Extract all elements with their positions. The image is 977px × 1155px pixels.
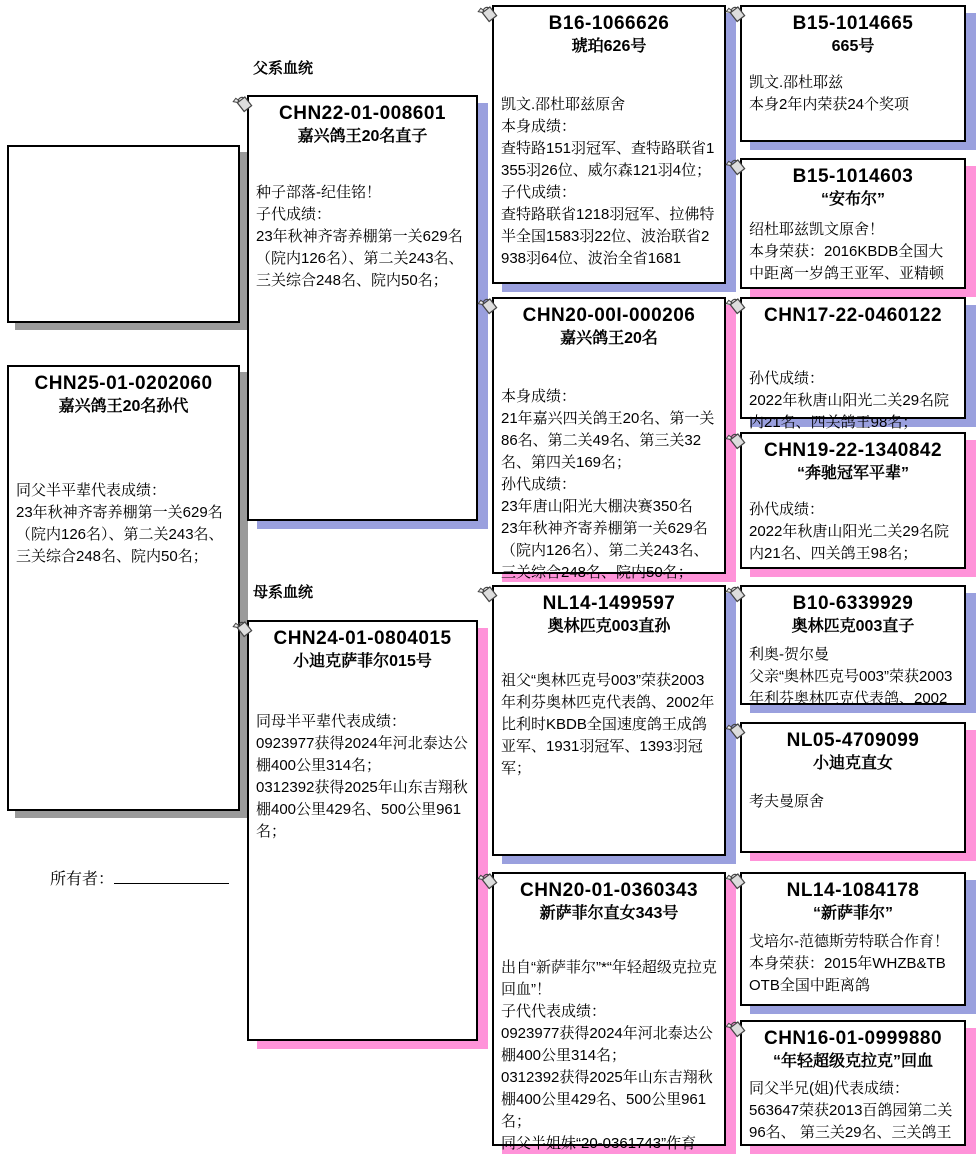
paint-bucket-icon[interactable] xyxy=(478,295,500,317)
ring-number: B10-6339929 xyxy=(792,593,914,614)
pigeon-details: 凯文.邵杜耶兹 本身2年内荣获24个奖项 xyxy=(749,74,910,113)
ring-number: CHN20-01-0360343 xyxy=(519,880,699,901)
paint-bucket-icon[interactable] xyxy=(726,870,748,892)
pigeon-details: 绍杜耶兹凯文原舍！ 本身荣获：2016KBDB全国大中距离一岁鸽王亚军、亚精顿 xyxy=(749,221,945,282)
pigeon-details: 考夫曼原舍 xyxy=(749,793,825,810)
pedigree-box-maternal-grandsire[interactable] xyxy=(492,585,726,856)
pigeon-details: 孙代成绩： 2022年秋唐山阳光二关29名院内21名、四关鸽王98名； xyxy=(749,501,950,562)
pedigree-box-ggp-2[interactable] xyxy=(740,158,966,289)
pigeon-details: 戈培尔-范德斯劳特联合作育！ 本身荣获：2015年WHZB&TBOTB全国中距离鸽 xyxy=(749,933,949,994)
paint-bucket-icon[interactable] xyxy=(726,3,748,25)
pedigree-box-ggp-4[interactable] xyxy=(740,432,966,569)
pigeon-details: 祖父“奥林匹克号003”荣获2003年利芬奥林匹克代表鸽、2002年比利时KBDB全国速度鸽王成鸽亚军、1931羽冠军、1393羽冠军； xyxy=(501,672,715,777)
pigeon-name: “年轻超级克拉克”回血 xyxy=(772,1053,933,1070)
ring-number: CHN17-22-0460122 xyxy=(763,305,943,326)
ring-number: CHN19-22-1340842 xyxy=(763,440,943,461)
ring-number: CHN16-01-0999880 xyxy=(763,1028,943,1049)
pedigree-box-ggp-8[interactable] xyxy=(740,1020,966,1146)
paint-bucket-icon[interactable] xyxy=(478,3,500,25)
pedigree-box-paternal-grandsire[interactable] xyxy=(492,5,726,284)
ring-number: CHN24-01-0804015 xyxy=(273,628,452,649)
pigeon-name: 小迪克萨菲尔015号 xyxy=(293,653,432,670)
paternal-line-label: 父系血统 xyxy=(253,60,314,77)
pigeon-name: 嘉兴鸽王20名直子 xyxy=(297,128,428,145)
pedigree-box-paternal-granddam[interactable] xyxy=(492,297,726,581)
paint-bucket-icon[interactable] xyxy=(726,720,748,742)
pedigree-box-ggp-7[interactable] xyxy=(740,872,966,1006)
ring-number: NL14-1499597 xyxy=(542,593,676,614)
paint-bucket-icon[interactable] xyxy=(726,430,748,452)
ring-number: CHN20-00I-000206 xyxy=(522,305,696,326)
pedigree-box-sire[interactable] xyxy=(247,95,478,521)
maternal-line-label: 母系血统 xyxy=(253,584,314,601)
ring-number: NL05-4709099 xyxy=(786,730,920,751)
pigeon-name: 奥林匹克003直孙 xyxy=(547,618,671,635)
paint-bucket-icon[interactable] xyxy=(726,1018,748,1040)
pedigree-box-dam[interactable] xyxy=(247,620,478,1041)
pigeon-details: 同母半平辈代表成绩： 0923977获得2024年河北泰达公棚400公里314名； 0312392获得2025年山东吉翔秋棚400公里429名、500公里961名； xyxy=(256,713,468,840)
pigeon-name: 665号 xyxy=(831,38,875,55)
ring-number: B16-1066626 xyxy=(548,13,670,34)
owner-row xyxy=(50,866,229,889)
pigeon-details: 本身成绩： 21年嘉兴四关鸽王20名、第一关86名、第二关49名、第三关32名、第四关169名； 孙代成绩： 23年唐山阳光大棚决赛350名 23年秋神齐寄养棚第一关629名（院内126名）、第二关243名、三关综合248名、院内50名； xyxy=(501,388,715,581)
photo-placeholder-box[interactable] xyxy=(7,145,240,323)
paint-bucket-icon[interactable] xyxy=(726,156,748,178)
pedigree-box-ggp-6[interactable] xyxy=(740,722,966,853)
ring-number: CHN22-01-008601 xyxy=(279,103,446,124)
pigeon-name: “安布尔” xyxy=(820,191,885,208)
pigeon-name: 嘉兴鸽王20名 xyxy=(560,330,658,347)
pedigree-box-subject[interactable] xyxy=(7,365,240,811)
pigeon-details: 同父半平辈代表成绩： 23年秋神齐寄养棚第一关629名（院内126名）、第二关243名、三关综合248名、院内50名； xyxy=(16,482,224,565)
pigeon-details: 利奥-贺尔曼 父亲“奥林匹克号003”荣获2003年利芬奥林匹克代表鸽、2002 xyxy=(749,646,953,707)
pigeon-details: 种子部落-纪佳铭！ 子代成绩： 23年秋神齐寄养棚第一关629名（院内126名）、第二关243名、三关综合248名、院内50名； xyxy=(256,184,464,289)
paint-bucket-icon[interactable] xyxy=(233,618,255,640)
pigeon-name: 琥珀626号 xyxy=(571,38,647,55)
pedigree-box-maternal-granddam[interactable] xyxy=(492,872,726,1152)
pigeon-name: 嘉兴鸽王20名孙代 xyxy=(58,398,189,415)
owner-label: 所有者： xyxy=(50,871,115,888)
pigeon-details: 凯文.邵杜耶兹原舍 本身成绩： 查特路151羽冠军、查特路联省1355羽26位、威尔森121羽4位； 子代成绩： 查特路联省1218羽冠军、拉佛特半全国1583羽22位、波治联省2938羽64位、波治全省1681 xyxy=(501,96,715,267)
paint-bucket-icon[interactable] xyxy=(478,583,500,605)
pigeon-details: 出自“新萨菲尔”*“年轻超级克拉克回血”！ 子代代表成绩： 0923977获得2024年河北泰达公棚400公里314名； 0312392获得2025年山东吉翔秋棚400公里429名、500公里961名； 同父半姐妹“20-0361743”作育 xyxy=(501,959,717,1152)
owner-blank-line xyxy=(114,870,229,884)
pigeon-name: 奥林匹克003直子 xyxy=(791,618,915,635)
paint-bucket-icon[interactable] xyxy=(726,583,748,605)
pigeon-name: “奔驰冠军平辈” xyxy=(796,465,909,482)
ring-number: B15-1014665 xyxy=(792,13,914,34)
ring-number: B15-1014603 xyxy=(792,166,914,187)
pigeon-name: “新萨菲尔” xyxy=(812,905,893,922)
pedigree-box-ggp-3[interactable] xyxy=(740,297,966,431)
ring-number: CHN25-01-0202060 xyxy=(34,373,213,394)
pedigree-box-ggp-5[interactable] xyxy=(740,585,966,705)
pigeon-details: 孙代成绩： 2022年秋唐山阳光二关29名院内21名、四关鸽王98名； xyxy=(749,370,950,431)
paint-bucket-icon[interactable] xyxy=(478,870,500,892)
pigeon-name: 新萨菲尔直女343号 xyxy=(539,905,679,922)
ring-number: NL14-1084178 xyxy=(786,880,920,901)
pigeon-details: 同父半兄(姐)代表成绩： 563647荣获2013百鸽园第二关96名、 第三关29名、三关鸽王 xyxy=(749,1080,953,1141)
paint-bucket-icon[interactable] xyxy=(726,295,748,317)
pedigree-box-ggp-1[interactable] xyxy=(740,5,966,142)
paint-bucket-icon[interactable] xyxy=(233,93,255,115)
pigeon-name: 小迪克直女 xyxy=(812,755,893,772)
